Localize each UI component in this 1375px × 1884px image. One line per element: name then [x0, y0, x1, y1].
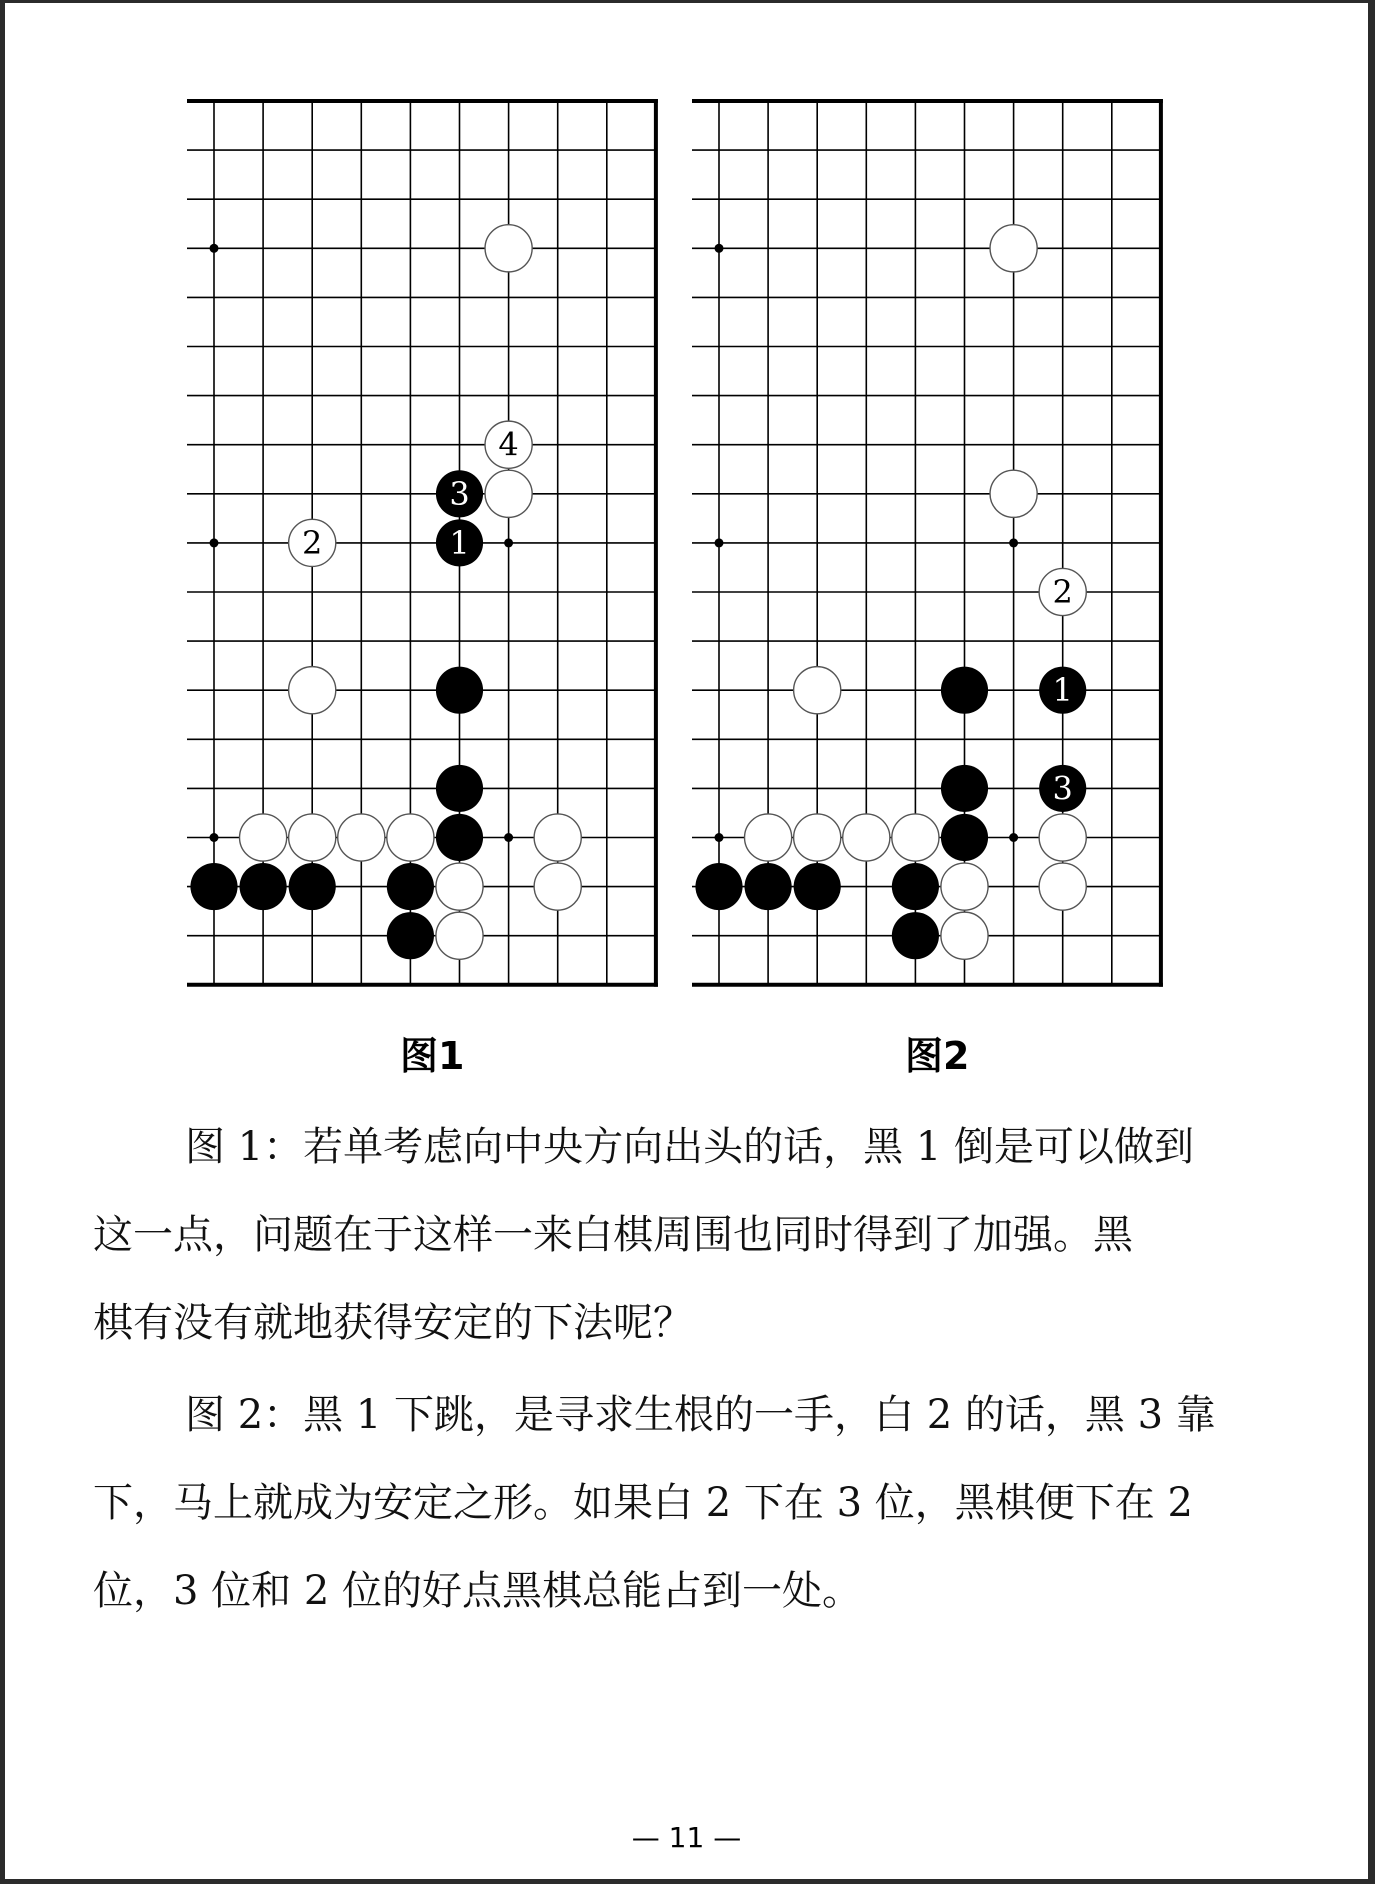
star-point [504, 538, 513, 547]
white-stone [485, 225, 532, 272]
figure-1-caption: 图1 [400, 1034, 465, 1078]
star-point [1009, 833, 1018, 842]
move-number: 2 [302, 523, 323, 562]
paragraph-line: 图 2：黑 1 下跳，是寻求生根的一手，白 2 的话，黑 3 靠 [185, 1392, 1216, 1438]
white-stone [892, 814, 939, 861]
star-point [715, 244, 724, 253]
move-number: 1 [1052, 671, 1073, 710]
white-stone [289, 814, 336, 861]
black-stone [387, 863, 434, 910]
paragraph-figure-2 [93, 1371, 1293, 1635]
white-stone [941, 912, 988, 959]
white-stone [387, 814, 434, 861]
white-stone [941, 863, 988, 910]
black-stone [240, 863, 287, 910]
white-stone [990, 470, 1037, 517]
black-stone [387, 912, 434, 959]
move-number: 1 [449, 523, 470, 562]
black-stone [289, 863, 336, 910]
black-stone [190, 863, 237, 910]
go-board-figure-2 [692, 99, 1163, 987]
star-point [210, 833, 219, 842]
black-stone [436, 667, 483, 714]
white-stone [843, 814, 890, 861]
black-stone [941, 814, 988, 861]
black-stone [745, 863, 792, 910]
white-stone [485, 470, 532, 517]
white-stone [1039, 814, 1086, 861]
star-point [1009, 538, 1018, 547]
white-stone [794, 814, 841, 861]
black-stone [794, 863, 841, 910]
black-stone [892, 912, 939, 959]
star-point [715, 538, 724, 547]
white-stone [534, 863, 581, 910]
white-stone [240, 814, 287, 861]
white-stone [338, 814, 385, 861]
move-number: 3 [449, 474, 470, 513]
star-point [210, 244, 219, 253]
paragraph-line: 棋有没有就地获得安定的下法呢？ [93, 1300, 693, 1346]
black-stone [941, 667, 988, 714]
move-number: 3 [1052, 769, 1073, 808]
white-stone [289, 667, 336, 714]
move-number: 2 [1052, 573, 1073, 611]
white-stone [990, 225, 1037, 272]
paragraph-line: 位，3 位和 2 位的好点黑棋总能占到一处。 [93, 1568, 863, 1614]
white-stone [794, 667, 841, 714]
paragraph-line: 下，马上就成为安定之形。如果白 2 下在 3 位，黑棋便下在 2 [93, 1480, 1193, 1526]
paragraph-line: 这一点，问题在于这样一来白棋周围也同时得到了加强。黑 [93, 1212, 1133, 1258]
star-point [210, 538, 219, 547]
paragraph-line: 图 1：若单考虑向中央方向出头的话，黑 1 倒是可以做到 [185, 1124, 1195, 1170]
white-stone [436, 912, 483, 959]
go-diagrams [5, 3, 1368, 1013]
white-stone [1039, 863, 1086, 910]
page-number: — 11 — [631, 1821, 742, 1854]
white-stone [436, 863, 483, 910]
star-point [504, 833, 513, 842]
black-stone [941, 765, 988, 812]
black-stone [436, 814, 483, 861]
move-number: 4 [498, 425, 519, 464]
white-stone [534, 814, 581, 861]
star-point [715, 833, 724, 842]
go-board-figure-1 [187, 99, 658, 987]
black-stone [436, 765, 483, 812]
paragraph-figure-1 [93, 1103, 1293, 1367]
figure-2-caption: 图2 [905, 1034, 970, 1078]
white-stone [745, 814, 792, 861]
black-stone [695, 863, 742, 910]
black-stone [892, 863, 939, 910]
book-page [5, 3, 1368, 1879]
